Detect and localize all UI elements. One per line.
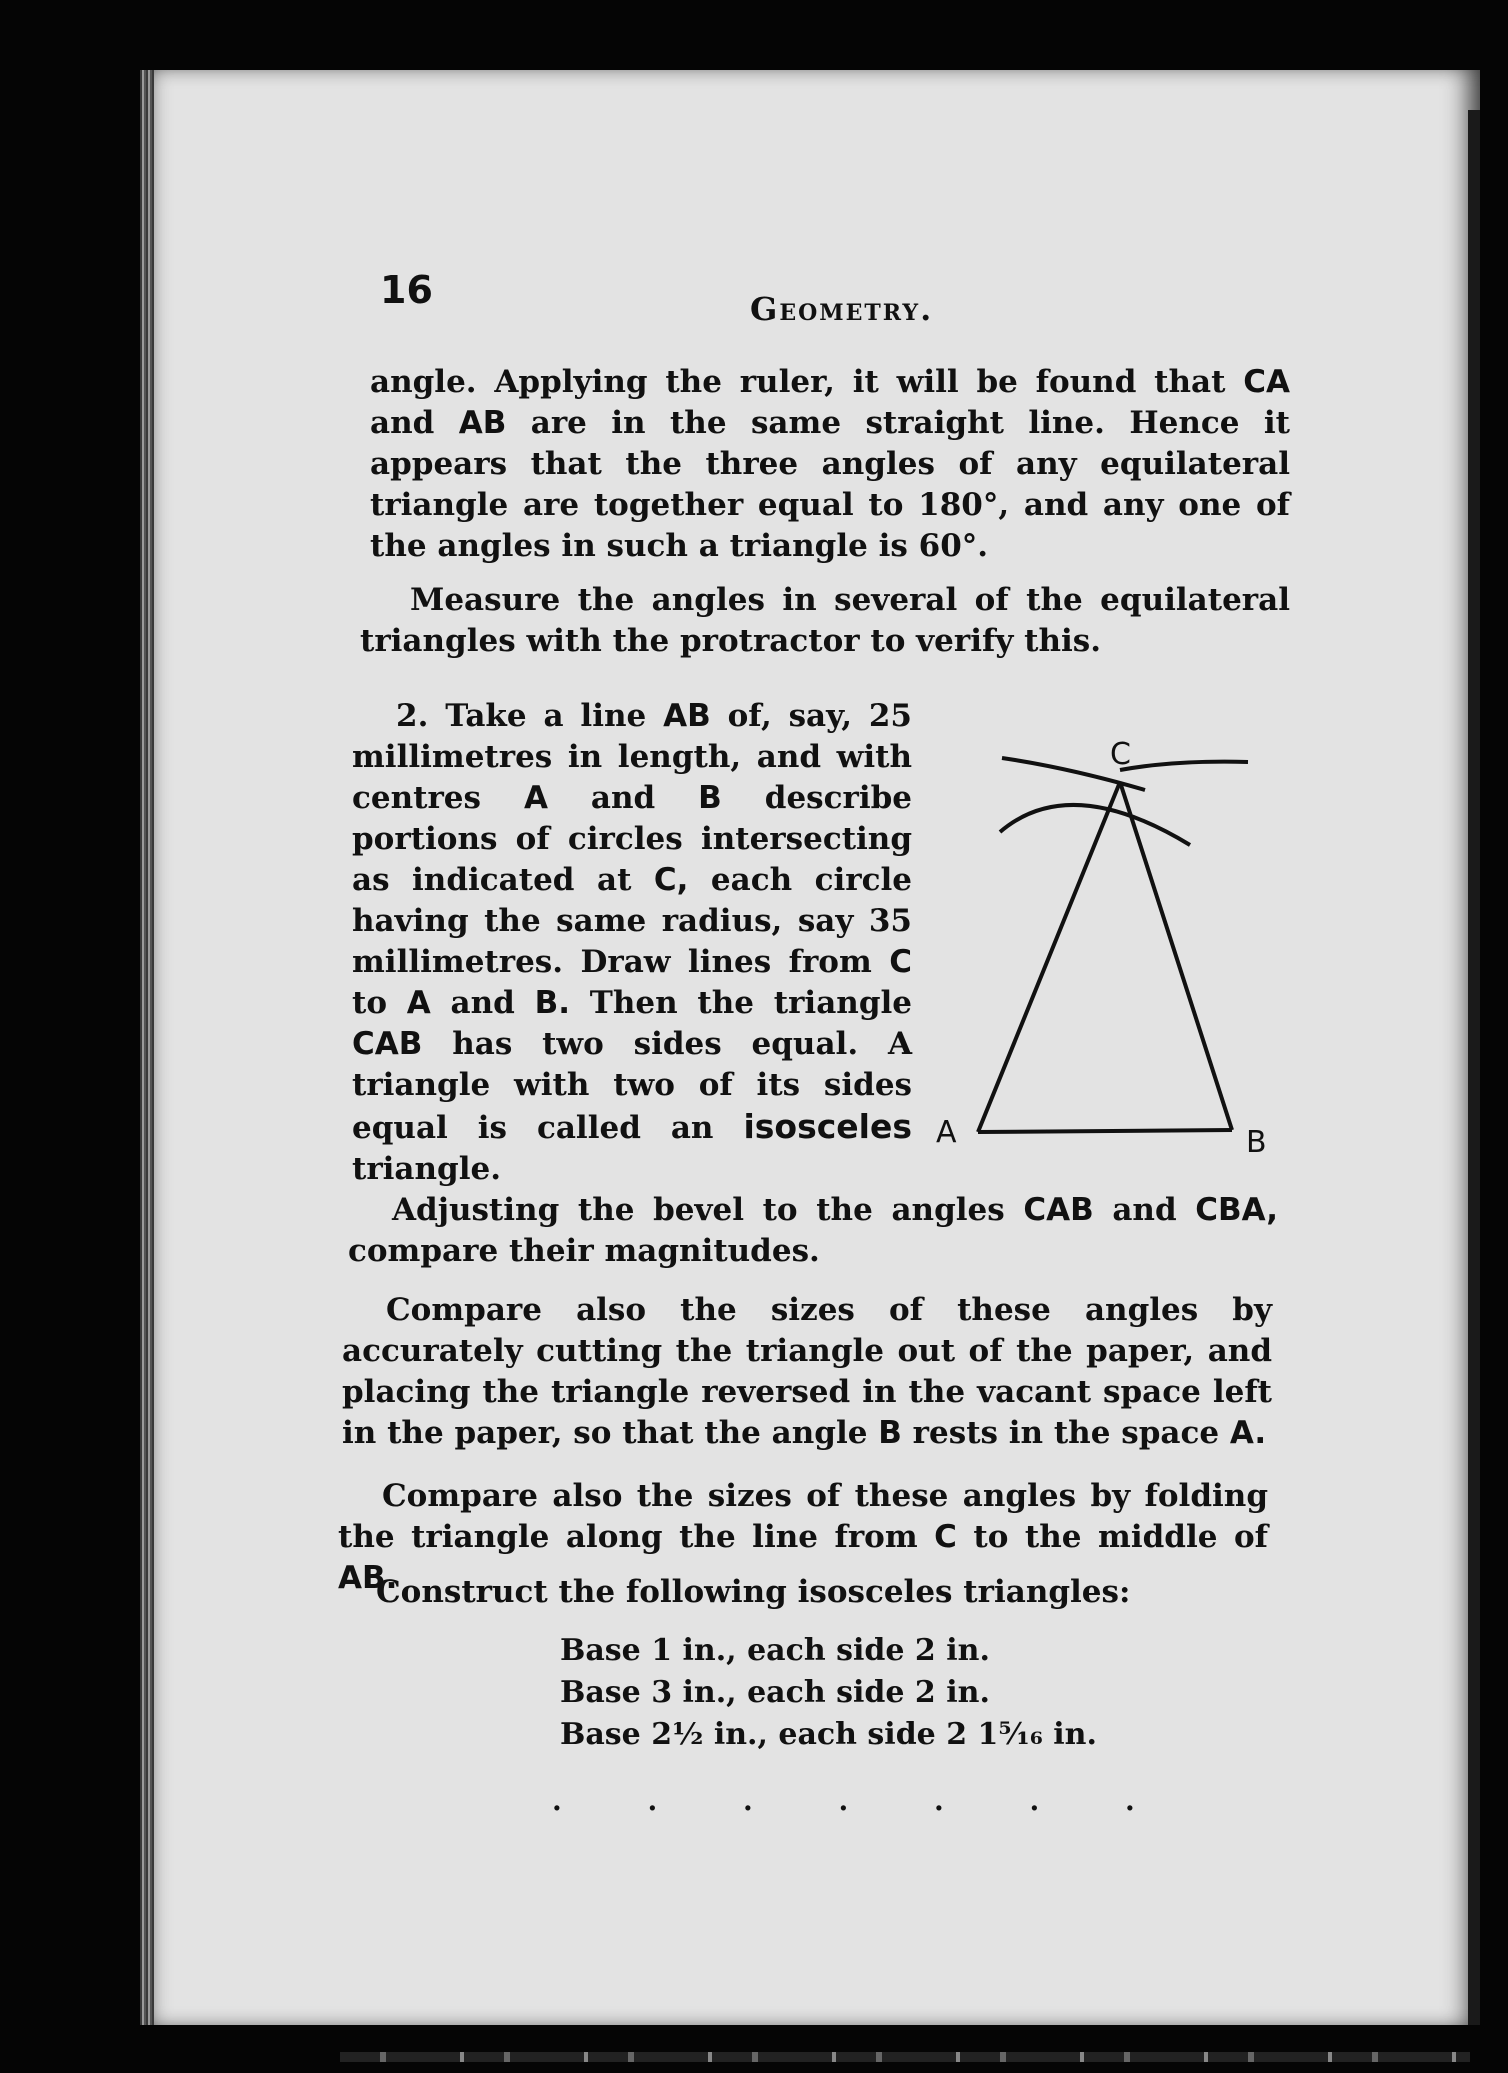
exercise-item: Base 1 in., each side 2 in.	[560, 1633, 990, 1668]
paragraph-3-text-e: and	[547, 780, 699, 816]
paragraph-3-text-g: describe portions of circles intersecting as indicated at	[352, 780, 913, 898]
paragraph-3-term-a2: A	[406, 985, 431, 1021]
page-binding	[140, 70, 154, 2025]
vertex-label-a: A	[936, 1115, 957, 1150]
arc-from-b-right	[1120, 762, 1248, 770]
paragraph-1	[370, 362, 1290, 567]
paragraph-3-text-a: 2. Take a line	[396, 698, 664, 734]
paragraph-3-text-o: Then the triangle	[570, 985, 912, 1021]
paragraph-5	[342, 1290, 1272, 1454]
paragraph-3-term-b: B	[698, 780, 722, 816]
paragraph-4-text-c: and	[1093, 1192, 1196, 1228]
paragraph-5-term-b: B	[878, 1415, 902, 1451]
paragraph-5-term-a: A.	[1229, 1415, 1267, 1451]
paragraph-3-term-c: C,	[653, 862, 689, 898]
paragraph-3-text-m: and	[430, 985, 535, 1021]
isosceles-triangle-figure	[930, 730, 1310, 1160]
exercise-list	[560, 1630, 1097, 1756]
paragraph-3-text-i: each circle having the same radius, say 35 millimetres. Draw lines from	[352, 862, 912, 980]
paragraph-4	[348, 1190, 1278, 1272]
side-cb	[1120, 782, 1232, 1130]
paragraph-6-text-a: Compare also the sizes of these angles by folding the triangle along the line from	[338, 1478, 1268, 1555]
paragraph-3-text-c: of, say, 25 millimetres in length, and with centres	[352, 698, 912, 816]
paragraph-1-term-ca: CA	[1243, 364, 1290, 400]
paragraph-6-text-c: to the middle of	[956, 1519, 1268, 1555]
paragraph-3-term-cab: CAB	[352, 1026, 423, 1062]
paragraph-6-term-c: C	[934, 1519, 957, 1555]
paragraph-3-term-b2: B.	[534, 985, 571, 1021]
paragraph-3	[352, 696, 912, 1190]
paragraph-4-term-cab: CAB	[1023, 1192, 1094, 1228]
paragraph-1-text-c: and	[370, 405, 459, 441]
page-right-edge	[1468, 110, 1480, 2025]
paragraph-6-term-ab: AB.	[338, 1560, 398, 1596]
paragraph-5-text-a: Compare also the sizes of these angles by accurately cutting the triangle out of the paper, and placing the triangle reversed in the vacant space left in the paper, so that the angle	[342, 1292, 1272, 1451]
paragraph-1-term-ab: AB	[458, 405, 507, 441]
paragraph-4-text-a: Adjusting the bevel to the angles	[392, 1192, 1024, 1228]
paragraph-4-text-e: compare their magnitudes.	[348, 1233, 820, 1269]
section-separator: . . . . . . .	[552, 1784, 1173, 1817]
paragraph-1-text-a: angle. Applying the ruler, it will be found that	[370, 364, 1244, 400]
paragraph-3-term-a: A	[523, 780, 548, 816]
side-ca	[978, 782, 1120, 1132]
exercise-item: Base 2½ in., each side 2 1⁵⁄₁₆ in.	[560, 1717, 1097, 1752]
paragraph-2: Measure the angles in several of the equilateral triangles with the protractor to verify this.	[360, 582, 1290, 659]
paragraph-4-term-cba: CBA,	[1195, 1192, 1278, 1228]
paragraph-3-term-ab: AB	[663, 698, 711, 734]
vertex-label-b: B	[1246, 1125, 1267, 1160]
paragraph-3-text-s: triangle.	[352, 1151, 502, 1187]
paragraph-3-text-q: has two sides equal. A triangle with two of its sides equal is called an	[352, 1026, 912, 1146]
paragraph-1-text-e: are in the same straight line. Hence it appears that the three angles of any equilateral triangle are together equal to 180°, and any one of the angles in such a triangle is 60°.	[370, 405, 1290, 564]
running-head	[380, 268, 1300, 328]
vertex-label-c: C	[1110, 737, 1131, 772]
page-number: 16	[380, 268, 433, 312]
side-ab	[978, 1130, 1232, 1132]
page-bottom-edge	[340, 2052, 1470, 2062]
paragraph-3-term-c2: C	[889, 944, 912, 980]
exercise-item: Base 3 in., each side 2 in.	[560, 1675, 990, 1710]
paragraph-7: Construct the following isosceles triangles:	[376, 1574, 1131, 1610]
paragraph-3-text-k: to	[352, 985, 407, 1021]
paragraph-5-text-c: rests in the space	[901, 1415, 1230, 1451]
running-title: Geometry.	[750, 290, 934, 328]
paragraph-3-term-isosceles: isosceles	[743, 1107, 912, 1146]
